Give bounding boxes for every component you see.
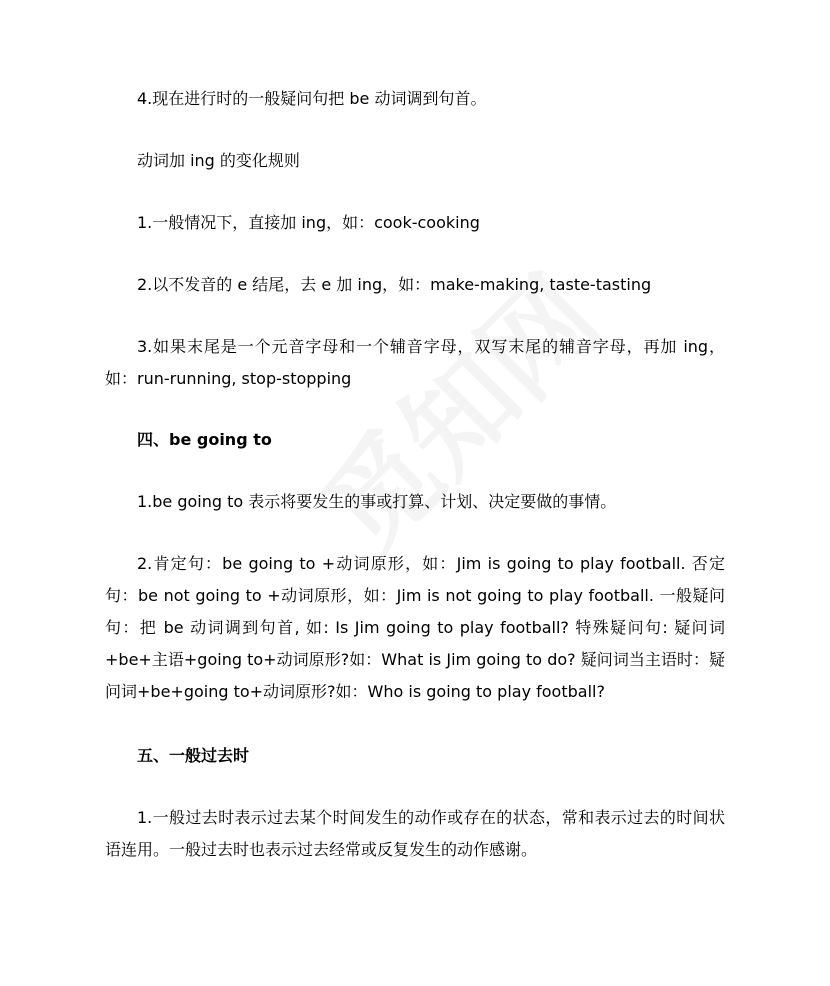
paragraph-be-going-to-forms: 2.肯定句：be going to +动词原形，如：Jim is going to play football. 否定句：be not going to +动词原形，如：Jim is not going to play football. 一般疑问句：把 be 动词调到句首, 如: Is Jim going to play football? 特殊疑问句: 疑问词+be+主语+going to+动词原形?如：What is Jim going to do? 疑问词当主语时：疑问词+be+going to+动词原形?如：Who is going to play football? xyxy=(105,554,725,701)
heading-be-going-to: 四、be going to xyxy=(137,430,272,449)
paragraph-ing-rules-title: 动词加 ing 的变化规则 xyxy=(137,151,300,170)
paragraph-ing-rule-1: 1.一般情况下，直接加 ing，如：cook-cooking xyxy=(137,213,480,232)
heading-simple-past: 五、一般过去时 xyxy=(137,746,250,765)
paragraph-ing-rule-2: 2.以不发音的 e 结尾，去 e 加 ing，如：make-making, taste-tasting xyxy=(137,275,652,294)
paragraph-be-going-to-meaning: 1.be going to 表示将要发生的事或打算、计划、决定要做的事情。 xyxy=(137,492,617,511)
paragraph-ing-rule-3: 3.如果末尾是一个元音字母和一个辅音字母，双写末尾的辅音字母，再加 ing，如：run-running, stop-stopping xyxy=(105,337,725,388)
paragraph-present-continuous-question: 4.现在进行时的一般疑问句把 be 动词调到句首。 xyxy=(137,89,487,108)
paragraph-simple-past-meaning: 1.一般过去时表示过去某个时间发生的动作或存在的状态，常和表示过去的时间状语连用。一般过去时也表示过去经常或反复发生的动作感谢。 xyxy=(105,808,725,859)
